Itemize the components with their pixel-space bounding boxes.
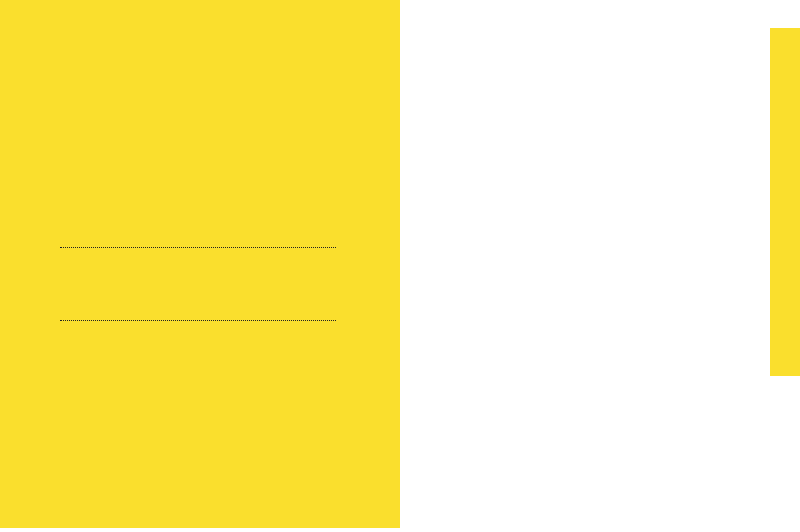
left-page [0, 0, 400, 528]
logo [160, 18, 240, 22]
right-page [427, 0, 800, 528]
spiral-binding [370, 0, 430, 528]
dotted-divider-bottom [60, 320, 336, 321]
habit-tracker-grid[interactable] [427, 0, 800, 528]
dotted-divider-top [60, 247, 336, 248]
month-tab[interactable] [770, 28, 800, 376]
